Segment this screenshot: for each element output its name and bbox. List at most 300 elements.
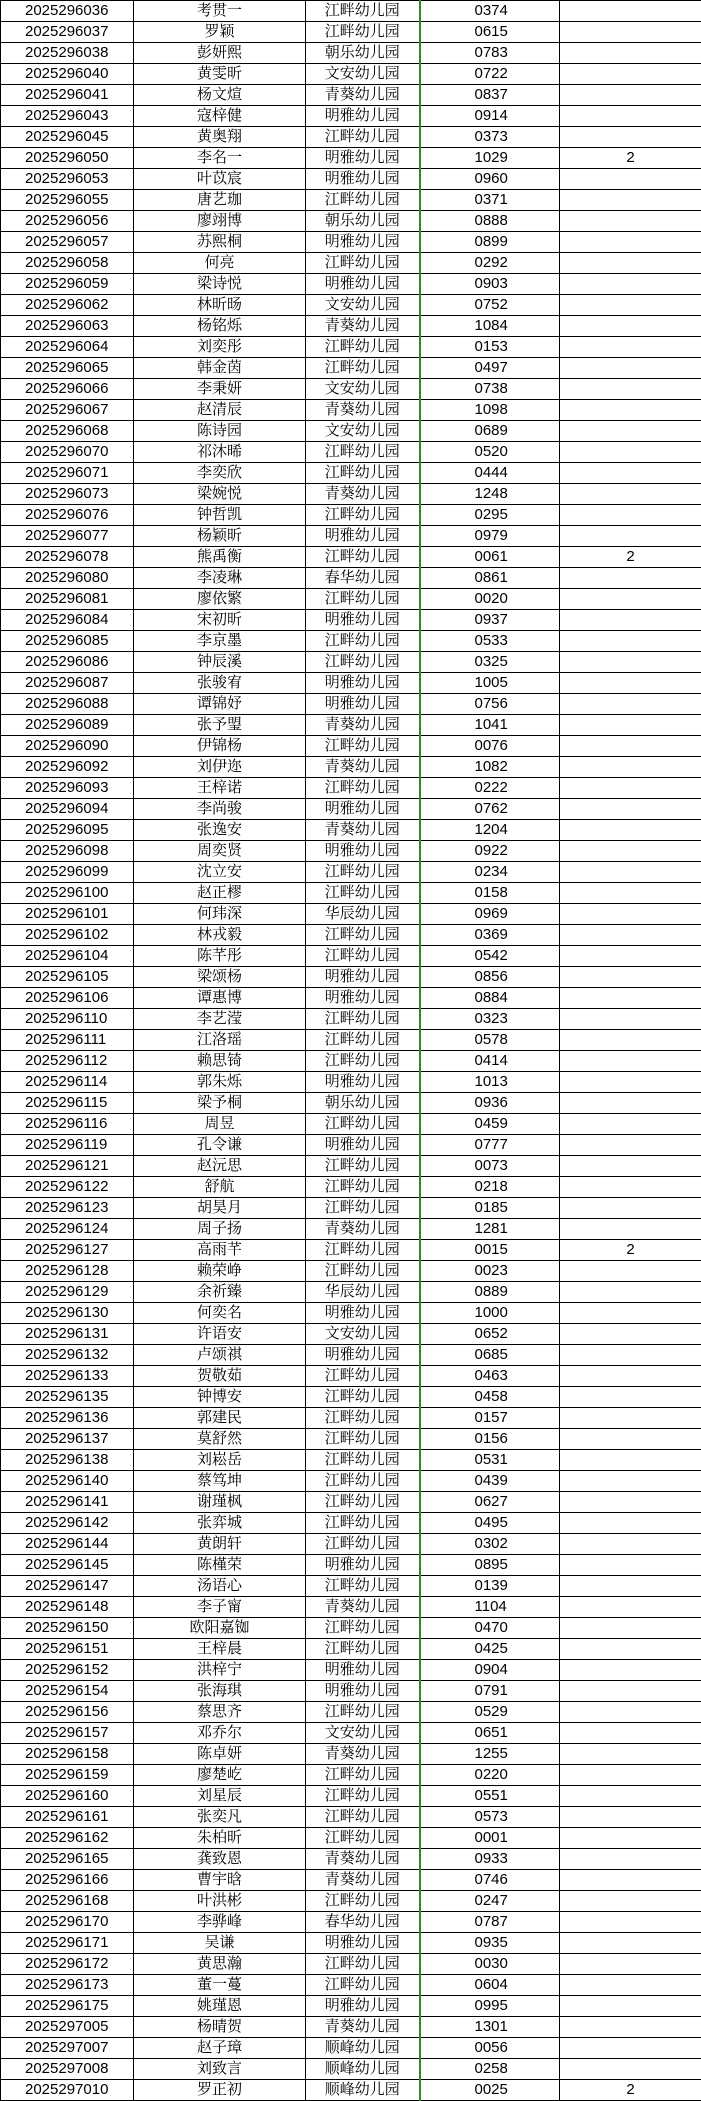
student-id-cell: 2025296077 (1, 526, 134, 547)
table-row (1, 1450, 701, 1471)
note-cell (560, 841, 701, 862)
student-name-cell: 欧阳嘉铷 (134, 1618, 306, 1639)
table-row (1, 358, 701, 379)
note-cell (560, 85, 701, 106)
student-id-cell: 2025297008 (1, 2059, 134, 2080)
student-id-cell: 2025296112 (1, 1051, 134, 1072)
student-name-cell: 梁诗悦 (134, 274, 306, 295)
student-name-cell: 陈芊彤 (134, 946, 306, 967)
score-cell: 0573 (420, 1807, 560, 1828)
note-cell (560, 1387, 701, 1408)
kindergarten-cell: 明雅幼儿园 (306, 1555, 420, 1576)
table-row (1, 190, 701, 211)
student-name-cell: 姚瑾恩 (134, 1996, 306, 2017)
note-cell (560, 232, 701, 253)
table-row (1, 778, 701, 799)
kindergarten-cell: 江畔幼儿园 (306, 1618, 420, 1639)
kindergarten-cell: 江畔幼儿园 (306, 1450, 420, 1471)
student-name-cell: 李子甯 (134, 1597, 306, 1618)
table-row (1, 1324, 701, 1345)
note-cell (560, 1534, 701, 1555)
student-id-cell: 2025296121 (1, 1156, 134, 1177)
note-cell (560, 799, 701, 820)
student-name-cell: 李骅峰 (134, 1912, 306, 1933)
student-id-cell: 2025296062 (1, 295, 134, 316)
note-cell (560, 1912, 701, 1933)
note-cell (560, 1744, 701, 1765)
table-row (1, 337, 701, 358)
score-cell: 0531 (420, 1450, 560, 1471)
kindergarten-cell: 江畔幼儿园 (306, 1786, 420, 1807)
student-id-cell: 2025296076 (1, 505, 134, 526)
note-cell (560, 169, 701, 190)
student-name-cell: 张弈城 (134, 1513, 306, 1534)
kindergarten-cell: 江畔幼儿园 (306, 1030, 420, 1051)
table-row (1, 1849, 701, 1870)
kindergarten-cell: 江畔幼儿园 (306, 337, 420, 358)
note-cell (560, 1408, 701, 1429)
table-row (1, 316, 701, 337)
student-id-cell: 2025296160 (1, 1786, 134, 1807)
student-id-cell: 2025296147 (1, 1576, 134, 1597)
score-cell: 0056 (420, 2038, 560, 2059)
student-name-cell: 赖荣峥 (134, 1261, 306, 1282)
score-cell: 0157 (420, 1408, 560, 1429)
table-row (1, 1240, 701, 1261)
score-cell: 0495 (420, 1513, 560, 1534)
note-cell (560, 1, 701, 22)
table-row (1, 1135, 701, 1156)
student-id-cell: 2025296084 (1, 610, 134, 631)
table-row (1, 1345, 701, 1366)
student-name-cell: 孔令谦 (134, 1135, 306, 1156)
note-cell (560, 1177, 701, 1198)
kindergarten-cell: 明雅幼儿园 (306, 1933, 420, 1954)
kindergarten-cell: 江畔幼儿园 (306, 1534, 420, 1555)
score-cell: 0444 (420, 463, 560, 484)
kindergarten-cell: 江畔幼儿园 (306, 547, 420, 568)
kindergarten-cell: 明雅幼儿园 (306, 274, 420, 295)
student-name-cell: 王梓晨 (134, 1639, 306, 1660)
note-cell (560, 1660, 701, 1681)
note-cell (560, 757, 701, 778)
table-row (1, 1009, 701, 1030)
note-cell (560, 1807, 701, 1828)
score-cell: 0935 (420, 1933, 560, 1954)
table-row (1, 1744, 701, 1765)
score-cell: 0542 (420, 946, 560, 967)
score-cell: 0234 (420, 862, 560, 883)
note-cell: 2 (560, 1240, 701, 1261)
table-row (1, 64, 701, 85)
student-name-cell: 郭朱烁 (134, 1072, 306, 1093)
score-cell: 1029 (420, 148, 560, 169)
table-row (1, 1471, 701, 1492)
score-cell: 0374 (420, 1, 560, 22)
student-id-cell: 2025296124 (1, 1219, 134, 1240)
table-row (1, 442, 701, 463)
kindergarten-cell: 明雅幼儿园 (306, 232, 420, 253)
table-row (1, 967, 701, 988)
note-cell (560, 652, 701, 673)
student-id-cell: 2025296162 (1, 1828, 134, 1849)
score-cell: 0551 (420, 1786, 560, 1807)
score-cell: 0158 (420, 883, 560, 904)
table-row (1, 1828, 701, 1849)
note-cell (560, 1156, 701, 1177)
student-id-cell: 2025296045 (1, 127, 134, 148)
kindergarten-cell: 文安幼儿园 (306, 1324, 420, 1345)
student-name-cell: 李尚骏 (134, 799, 306, 820)
table-row (1, 1051, 701, 1072)
student-id-cell: 2025296056 (1, 211, 134, 232)
note-cell: 2 (560, 148, 701, 169)
student-name-cell: 李京墨 (134, 631, 306, 652)
student-id-cell: 2025296151 (1, 1639, 134, 1660)
score-cell: 0222 (420, 778, 560, 799)
score-cell: 0762 (420, 799, 560, 820)
note-cell (560, 988, 701, 1009)
note-cell (560, 2038, 701, 2059)
student-id-cell: 2025296161 (1, 1807, 134, 1828)
kindergarten-cell: 江畔幼儿园 (306, 1366, 420, 1387)
table-row (1, 421, 701, 442)
student-name-cell: 寇梓健 (134, 106, 306, 127)
score-cell: 0856 (420, 967, 560, 988)
score-cell: 0439 (420, 1471, 560, 1492)
score-cell: 0459 (420, 1114, 560, 1135)
score-cell: 1084 (420, 316, 560, 337)
score-cell: 0995 (420, 1996, 560, 2017)
student-name-cell: 蔡思齐 (134, 1702, 306, 1723)
score-cell: 0615 (420, 22, 560, 43)
table-row (1, 547, 701, 568)
kindergarten-cell: 江畔幼儿园 (306, 1261, 420, 1282)
student-name-cell: 廖翊博 (134, 211, 306, 232)
table-row (1, 484, 701, 505)
student-name-cell: 赵子璋 (134, 2038, 306, 2059)
roster-body (1, 1, 701, 2101)
student-id-cell: 2025296041 (1, 85, 134, 106)
student-name-cell: 陈卓妍 (134, 1744, 306, 1765)
score-cell: 0061 (420, 547, 560, 568)
note-cell (560, 820, 701, 841)
kindergarten-cell: 江畔幼儿园 (306, 589, 420, 610)
score-cell: 0578 (420, 1030, 560, 1051)
student-id-cell: 2025296090 (1, 736, 134, 757)
student-id-cell: 2025296037 (1, 22, 134, 43)
score-cell: 0369 (420, 925, 560, 946)
score-cell: 0936 (420, 1093, 560, 1114)
student-name-cell: 莫舒然 (134, 1429, 306, 1450)
note-cell (560, 505, 701, 526)
student-name-cell: 谢瑾枫 (134, 1492, 306, 1513)
table-row (1, 1702, 701, 1723)
kindergarten-cell: 青葵幼儿园 (306, 1870, 420, 1891)
student-name-cell: 李凌琳 (134, 568, 306, 589)
note-cell (560, 1450, 701, 1471)
student-name-cell: 罗颖 (134, 22, 306, 43)
note-cell (560, 211, 701, 232)
table-row (1, 1429, 701, 1450)
table-row (1, 757, 701, 778)
score-cell: 0156 (420, 1429, 560, 1450)
student-id-cell: 2025296158 (1, 1744, 134, 1765)
kindergarten-cell: 江畔幼儿园 (306, 1954, 420, 1975)
table-row (1, 1114, 701, 1135)
student-name-cell: 刘星辰 (134, 1786, 306, 1807)
kindergarten-cell: 江畔幼儿园 (306, 1471, 420, 1492)
student-id-cell: 2025296080 (1, 568, 134, 589)
score-cell: 0889 (420, 1282, 560, 1303)
note-cell (560, 568, 701, 589)
student-id-cell: 2025296145 (1, 1555, 134, 1576)
note-cell (560, 1618, 701, 1639)
student-id-cell: 2025296093 (1, 778, 134, 799)
student-name-cell: 谭锦妤 (134, 694, 306, 715)
kindergarten-cell: 朝乐幼儿园 (306, 211, 420, 232)
student-id-cell: 2025296140 (1, 1471, 134, 1492)
kindergarten-cell: 江畔幼儿园 (306, 652, 420, 673)
score-cell: 0937 (420, 610, 560, 631)
student-id-cell: 2025296085 (1, 631, 134, 652)
score-cell: 0218 (420, 1177, 560, 1198)
note-cell (560, 1051, 701, 1072)
student-name-cell: 罗正初 (134, 2080, 306, 2101)
student-name-cell: 汤语心 (134, 1576, 306, 1597)
table-row (1, 526, 701, 547)
student-name-cell: 叶洪彬 (134, 1891, 306, 1912)
kindergarten-cell: 青葵幼儿园 (306, 1597, 420, 1618)
student-name-cell: 陈槿荣 (134, 1555, 306, 1576)
student-name-cell: 钟博安 (134, 1387, 306, 1408)
kindergarten-cell: 江畔幼儿园 (306, 22, 420, 43)
student-name-cell: 黄朗轩 (134, 1534, 306, 1555)
note-cell (560, 1513, 701, 1534)
student-name-cell: 王梓诺 (134, 778, 306, 799)
note-cell (560, 1093, 701, 1114)
student-id-cell: 2025297007 (1, 2038, 134, 2059)
kindergarten-cell: 明雅幼儿园 (306, 526, 420, 547)
score-cell: 0756 (420, 694, 560, 715)
table-row (1, 148, 701, 169)
kindergarten-cell: 明雅幼儿园 (306, 799, 420, 820)
note-cell (560, 1723, 701, 1744)
note-cell (560, 190, 701, 211)
score-cell: 0604 (420, 1975, 560, 1996)
note-cell (560, 43, 701, 64)
student-id-cell: 2025296066 (1, 379, 134, 400)
table-row (1, 1891, 701, 1912)
score-cell: 0895 (420, 1555, 560, 1576)
table-row (1, 1366, 701, 1387)
student-id-cell: 2025296057 (1, 232, 134, 253)
student-name-cell: 张逸安 (134, 820, 306, 841)
table-row (1, 715, 701, 736)
student-name-cell: 江洛瑶 (134, 1030, 306, 1051)
note-cell (560, 1639, 701, 1660)
score-cell: 0884 (420, 988, 560, 1009)
student-name-cell: 熊禹衡 (134, 547, 306, 568)
kindergarten-cell: 明雅幼儿园 (306, 610, 420, 631)
student-id-cell: 2025296144 (1, 1534, 134, 1555)
student-name-cell: 何亮 (134, 253, 306, 274)
kindergarten-cell: 江畔幼儿园 (306, 1387, 420, 1408)
table-row (1, 2059, 701, 2080)
student-name-cell: 余祈臻 (134, 1282, 306, 1303)
note-cell (560, 64, 701, 85)
kindergarten-cell: 华辰幼儿园 (306, 1282, 420, 1303)
student-name-cell: 黄思瀚 (134, 1954, 306, 1975)
note-cell (560, 2017, 701, 2038)
kindergarten-cell: 江畔幼儿园 (306, 1891, 420, 1912)
note-cell (560, 1345, 701, 1366)
kindergarten-cell: 江畔幼儿园 (306, 1009, 420, 1030)
kindergarten-cell: 顺峰幼儿园 (306, 2038, 420, 2059)
score-cell: 1255 (420, 1744, 560, 1765)
student-id-cell: 2025296123 (1, 1198, 134, 1219)
note-cell (560, 1954, 701, 1975)
kindergarten-cell: 朝乐幼儿园 (306, 1093, 420, 1114)
student-id-cell: 2025296135 (1, 1387, 134, 1408)
student-id-cell: 2025296053 (1, 169, 134, 190)
score-cell: 0001 (420, 1828, 560, 1849)
score-cell: 0960 (420, 169, 560, 190)
student-name-cell: 吴谦 (134, 1933, 306, 1954)
table-row (1, 862, 701, 883)
note-cell (560, 1324, 701, 1345)
student-name-cell: 叶苡宸 (134, 169, 306, 190)
kindergarten-cell: 明雅幼儿园 (306, 1996, 420, 2017)
kindergarten-cell: 顺峰幼儿园 (306, 2080, 420, 2101)
student-id-cell: 2025297010 (1, 2080, 134, 2101)
table-row (1, 1282, 701, 1303)
score-cell: 0292 (420, 253, 560, 274)
student-id-cell: 2025296150 (1, 1618, 134, 1639)
note-cell (560, 610, 701, 631)
score-cell: 0295 (420, 505, 560, 526)
student-name-cell: 黄奥翔 (134, 127, 306, 148)
student-name-cell: 张海琪 (134, 1681, 306, 1702)
table-row (1, 1975, 701, 1996)
student-name-cell: 梁颂杨 (134, 967, 306, 988)
kindergarten-cell: 明雅幼儿园 (306, 1660, 420, 1681)
score-cell: 0470 (420, 1618, 560, 1639)
note-cell (560, 1555, 701, 1576)
table-row (1, 1303, 701, 1324)
score-cell: 0529 (420, 1702, 560, 1723)
kindergarten-cell: 江畔幼儿园 (306, 946, 420, 967)
kindergarten-cell: 江畔幼儿园 (306, 778, 420, 799)
table-row (1, 736, 701, 757)
note-cell (560, 1303, 701, 1324)
table-row (1, 1807, 701, 1828)
student-id-cell: 2025296036 (1, 1, 134, 22)
student-name-cell: 廖依繁 (134, 589, 306, 610)
note-cell (560, 1828, 701, 1849)
score-cell: 0738 (420, 379, 560, 400)
student-name-cell: 赵清辰 (134, 400, 306, 421)
table-row (1, 1660, 701, 1681)
table-row (1, 988, 701, 1009)
student-name-cell: 赵正樛 (134, 883, 306, 904)
student-id-cell: 2025296111 (1, 1030, 134, 1051)
student-id-cell: 2025296095 (1, 820, 134, 841)
score-cell: 0933 (420, 1849, 560, 1870)
table-row (1, 820, 701, 841)
score-cell: 1204 (420, 820, 560, 841)
student-id-cell: 2025296137 (1, 1429, 134, 1450)
student-name-cell: 廖楚屹 (134, 1765, 306, 1786)
score-cell: 0837 (420, 85, 560, 106)
table-row (1, 568, 701, 589)
student-id-cell: 2025296165 (1, 1849, 134, 1870)
kindergarten-cell: 江畔幼儿园 (306, 736, 420, 757)
kindergarten-cell: 明雅幼儿园 (306, 673, 420, 694)
student-name-cell: 刘致言 (134, 2059, 306, 2080)
note-cell (560, 484, 701, 505)
score-cell: 1301 (420, 2017, 560, 2038)
note-cell (560, 274, 701, 295)
kindergarten-cell: 江畔幼儿园 (306, 1198, 420, 1219)
student-id-cell: 2025296043 (1, 106, 134, 127)
student-id-cell: 2025296087 (1, 673, 134, 694)
kindergarten-cell: 江畔幼儿园 (306, 1156, 420, 1177)
table-row (1, 295, 701, 316)
student-id-cell: 2025296129 (1, 1282, 134, 1303)
score-cell: 0899 (420, 232, 560, 253)
kindergarten-cell: 文安幼儿园 (306, 379, 420, 400)
note-cell (560, 442, 701, 463)
note-cell (560, 1114, 701, 1135)
kindergarten-cell: 青葵幼儿园 (306, 85, 420, 106)
student-id-cell: 2025296168 (1, 1891, 134, 1912)
student-id-cell: 2025296038 (1, 43, 134, 64)
table-row (1, 694, 701, 715)
table-row (1, 1555, 701, 1576)
table-row (1, 1912, 701, 1933)
score-cell: 0787 (420, 1912, 560, 1933)
note-cell (560, 1492, 701, 1513)
student-id-cell: 2025296089 (1, 715, 134, 736)
table-row (1, 610, 701, 631)
table-row (1, 1681, 701, 1702)
student-id-cell: 2025296064 (1, 337, 134, 358)
note-cell (560, 1471, 701, 1492)
note-cell (560, 1786, 701, 1807)
kindergarten-cell: 朝乐幼儿园 (306, 43, 420, 64)
score-cell: 0777 (420, 1135, 560, 1156)
student-id-cell: 2025296102 (1, 925, 134, 946)
table-row (1, 463, 701, 484)
student-id-cell: 2025296141 (1, 1492, 134, 1513)
note-cell (560, 631, 701, 652)
score-cell: 0497 (420, 358, 560, 379)
kindergarten-cell: 江畔幼儿园 (306, 925, 420, 946)
kindergarten-cell: 江畔幼儿园 (306, 505, 420, 526)
student-name-cell: 贺敬茹 (134, 1366, 306, 1387)
student-name-cell: 韩金茵 (134, 358, 306, 379)
score-cell: 0746 (420, 1870, 560, 1891)
score-cell: 0414 (420, 1051, 560, 1072)
student-name-cell: 董一蔓 (134, 1975, 306, 1996)
student-id-cell: 2025296104 (1, 946, 134, 967)
kindergarten-cell: 江畔幼儿园 (306, 1492, 420, 1513)
note-cell (560, 463, 701, 484)
kindergarten-cell: 江畔幼儿园 (306, 862, 420, 883)
score-cell: 0373 (420, 127, 560, 148)
kindergarten-cell: 明雅幼儿园 (306, 841, 420, 862)
